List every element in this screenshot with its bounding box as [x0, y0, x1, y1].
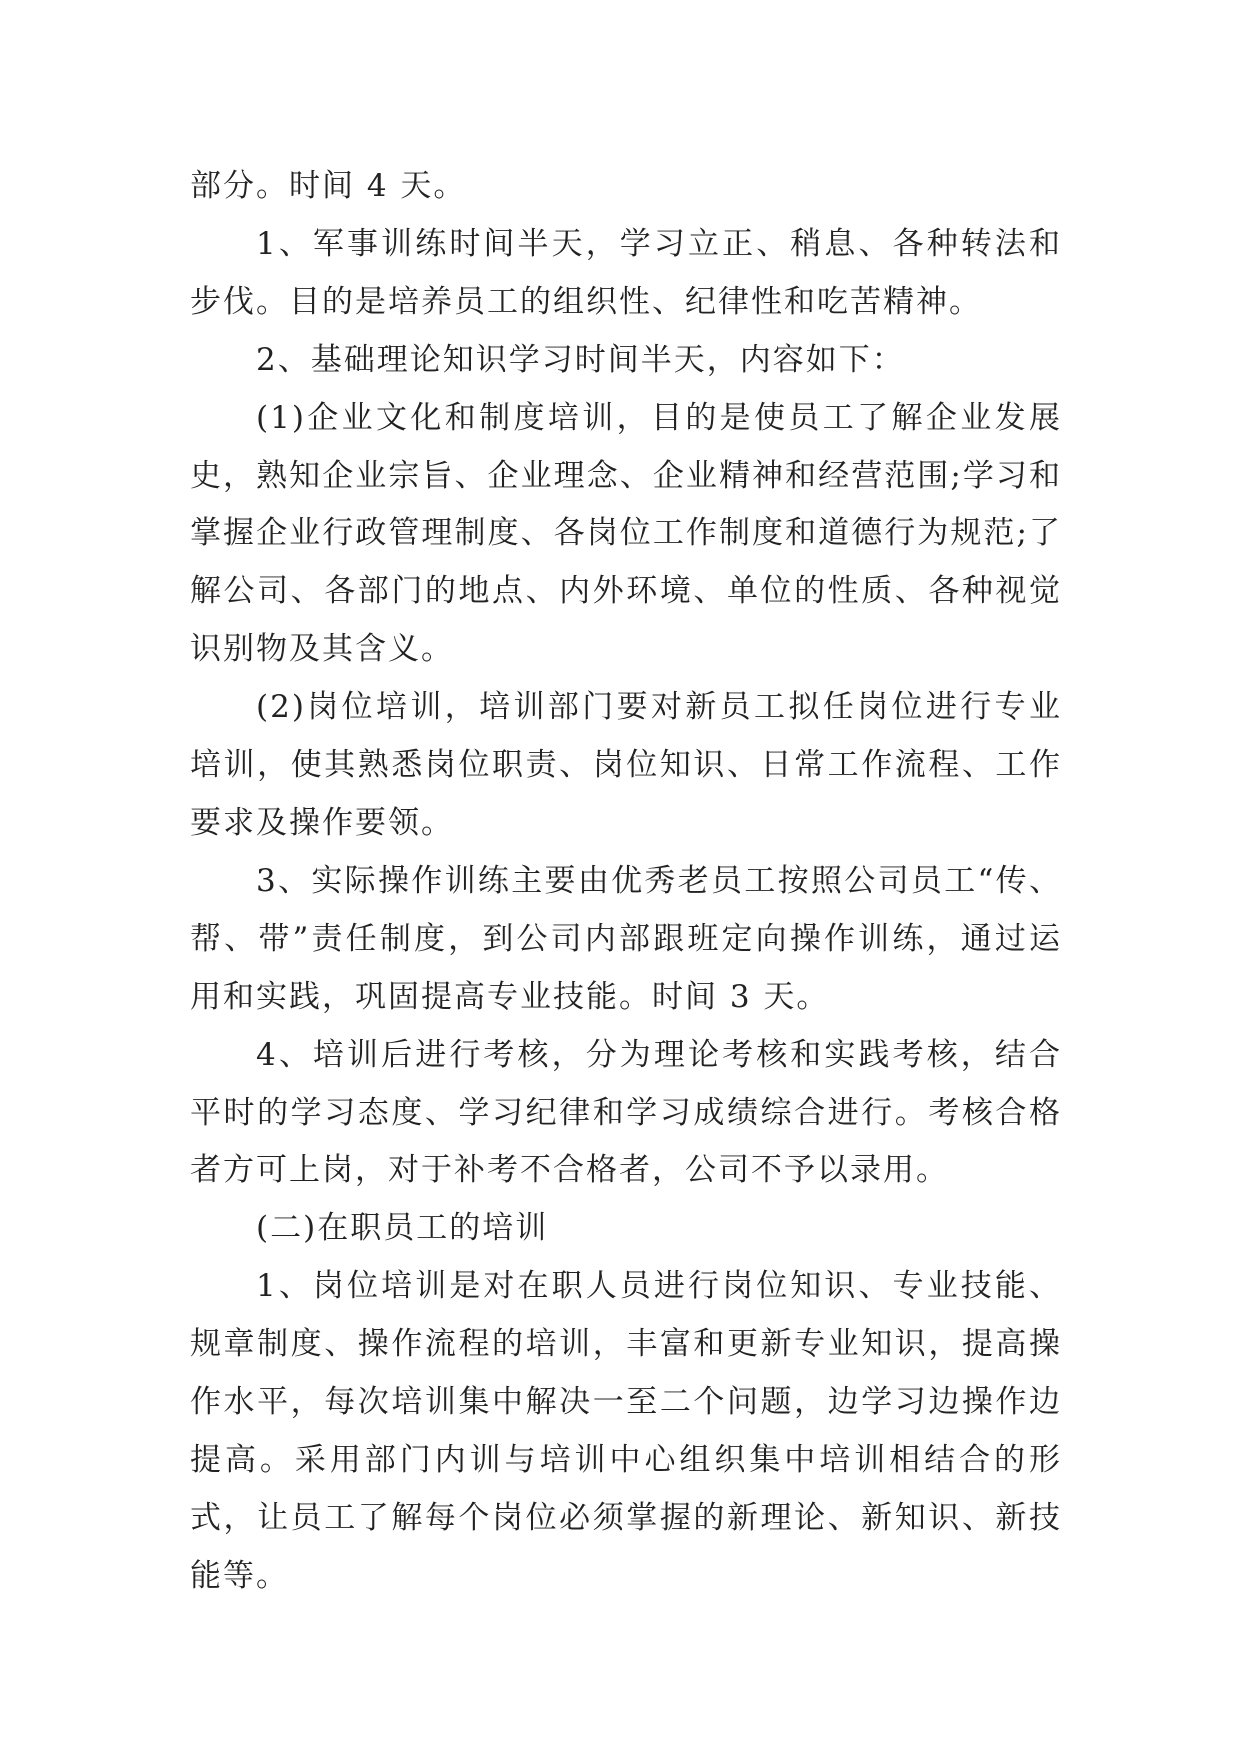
paragraph-continuation: 部分。时间 4 天。 — [190, 168, 467, 204]
paragraph-in-service-post-training: 1、岗位培训是对在职人员进行岗位知识、专业技能、规章制度、操作流程的培训，丰富和更新专业知识，提高操作水平，每次培训集中解决一至二个问题，边学习边操作边提高。采用部门内训与培训中心组织集中培训相结合的形式，让员工了解每个岗位必须掌握的新理论、新知识、新技能等。 — [190, 1268, 1062, 1594]
paragraph-assessment: 4、培训后进行考核，分为理论考核和实践考核，结合平时的学习态度、学习纪律和学习成绩综合进行。考核合格者方可上岗，对于补考不合格者，公司不予以录用。 — [190, 1036, 1062, 1189]
paragraph-practical-training: 3、实际操作训练主要由优秀老员工按照公司员工“传、帮、带”责任制度，到公司内部跟班定向操作训练，通过运用和实践，巩固提高专业技能。时间 3 天。 — [190, 862, 1062, 1015]
document-body — [190, 158, 1062, 1606]
paragraph-basic-theory: 2、基础理论知识学习时间半天，内容如下： — [256, 341, 905, 378]
paragraph-culture-training: (1)企业文化和制度培训，目的是使员工了解企业发展史，熟知企业宗旨、企业理念、企业精神和经营范围;学习和掌握企业行政管理制度、各岗位工作制度和道德行为规范;了解公司、各部门的地点、内外环境、单位的性质、各种视觉识别物及其含义。 — [190, 399, 1062, 668]
paragraph-post-training: (2)岗位培训，培训部门要对新员工拟任岗位进行专业培训，使其熟悉岗位职责、岗位知识、日常工作流程、工作要求及操作要领。 — [190, 689, 1062, 841]
section-heading-in-service: (二)在职员工的培训 — [256, 1210, 549, 1247]
paragraph-military-training: 1、军事训练时间半天，学习立正、稍息、各种转法和步伐。目的是培养员工的组织性、纪律性和吃苦精神。 — [190, 225, 1062, 320]
